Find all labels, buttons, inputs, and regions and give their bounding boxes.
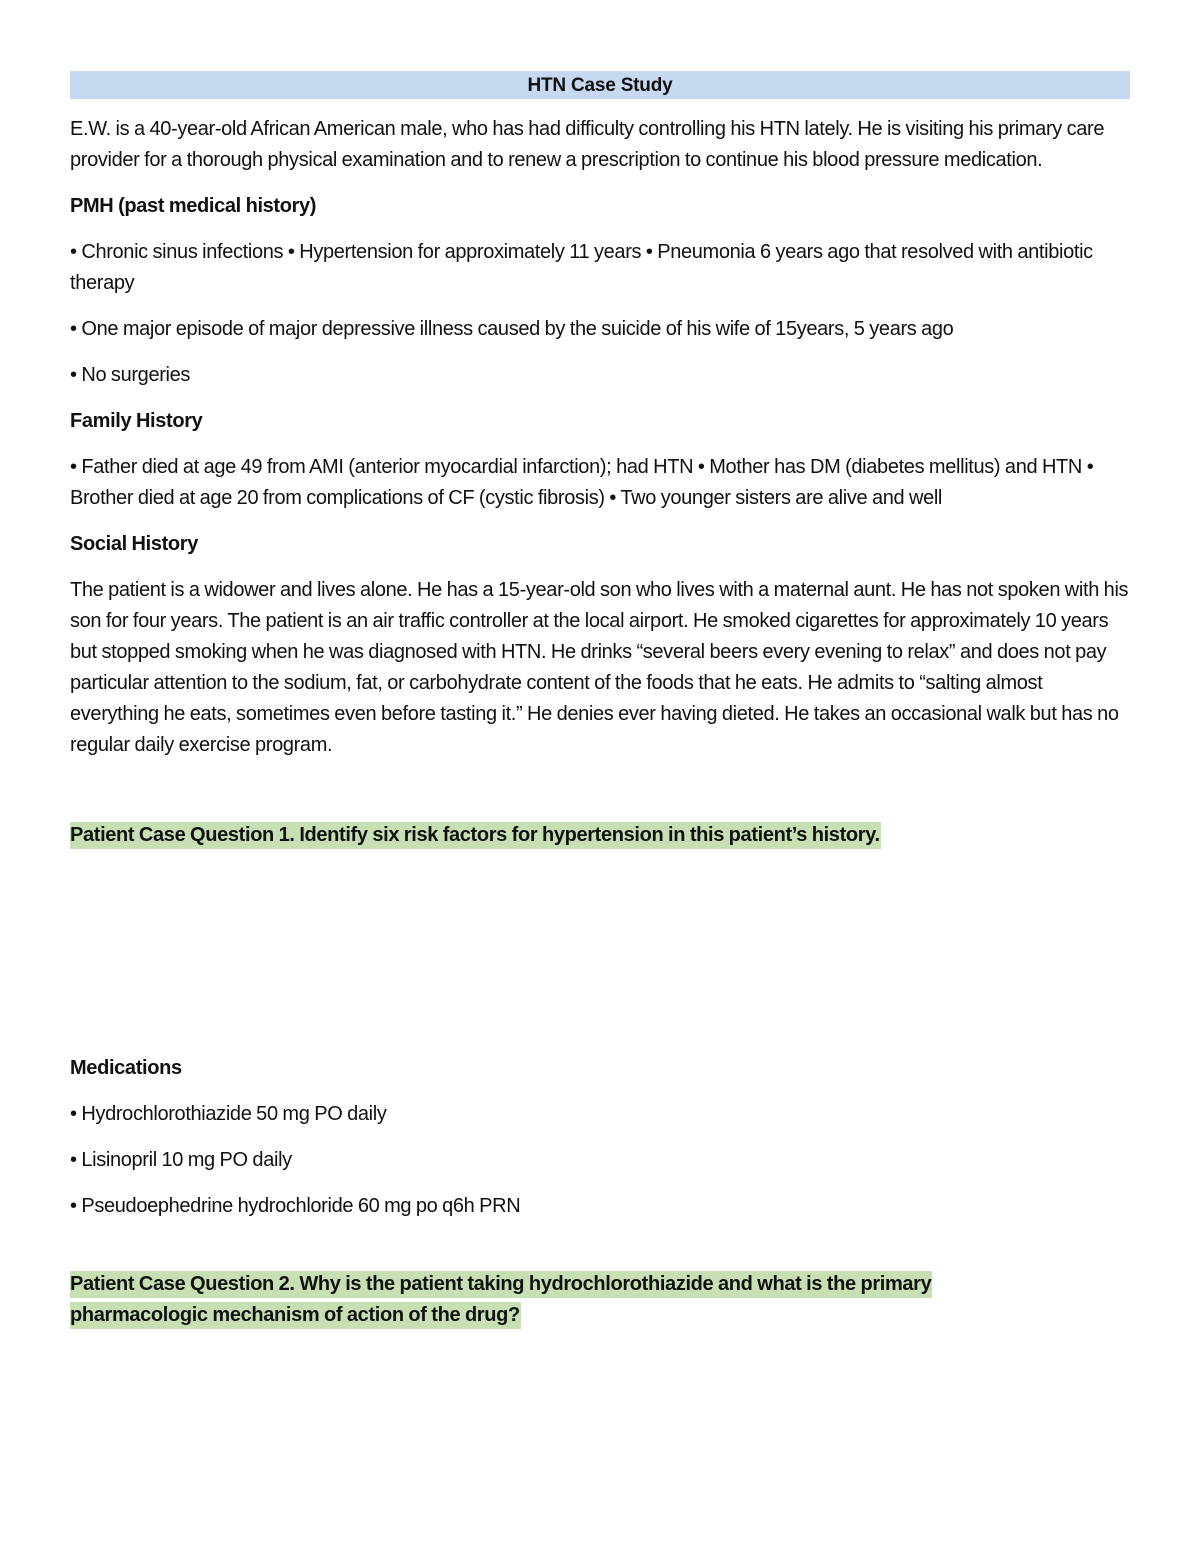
medication-item: • Hydrochlorothiazide 50 mg PO daily (70, 1103, 387, 1125)
question-1 (70, 820, 1130, 851)
family-history-text: • Father died at age 49 from AMI (anterior myocardial infarction); had HTN • Mother has DM (diabetes mellitus) and HTN • Brother died at age 20 from complications of CF (cystic fibrosis) • Two younger sisters are alive and well (70, 456, 1094, 509)
document-title: HTN Case Study (70, 71, 1130, 99)
pmh-item: • One major episode of major depressive illness caused by the suicide of his wife of 15years, 5 years ago (70, 318, 954, 340)
question-2-text: Patient Case Question 2. Why is the patient taking hydrochlorothiazide and what is the primary pharmacologic mechanism of action of the drug? (70, 1271, 932, 1329)
question-1-text: Patient Case Question 1. Identify six risk factors for hypertension in this patient’s history. (70, 822, 881, 849)
question-2 (70, 1269, 1010, 1331)
medications-heading: Medications (70, 1057, 182, 1079)
pmh-item: • No surgeries (70, 364, 191, 386)
medication-item: • Pseudoephedrine hydrochloride 60 mg po q6h PRN (70, 1195, 521, 1217)
document-page (70, 71, 1130, 1331)
medication-item: • Lisinopril 10 mg PO daily (70, 1149, 292, 1171)
social-history-heading: Social History (70, 533, 198, 555)
pmh-item: • Chronic sinus infections • Hypertension for approximately 11 years • Pneumonia 6 years ago that resolved with antibiotic therapy (70, 241, 1093, 294)
pmh-heading: PMH (past medical history) (70, 195, 317, 217)
family-history-heading: Family History (70, 410, 203, 432)
social-history-text: The patient is a widower and lives alone. He has a 15-year-old son who lives with a maternal aunt. He has not spoken with his son for four years. The patient is an air traffic controller at the local airport. He smoked cigarettes for approximately 10 years but stopped smoking when he was diagnosed with HTN. He drinks “several beers every evening to relax” and does not pay particular attention to the sodium, fat, or carbohydrate content of the foods that he eats. He admits to “salting almost everything he eats, sometimes even before tasting it.” He denies ever having dieted. He takes an occasional walk but has no regular daily exercise program. (70, 579, 1129, 756)
intro-paragraph: E.W. is a 40-year-old African American male, who has had difficulty controlling his HTN lately. He is visiting his primary care provider for a thorough physical examination and to renew a prescription to continue his blood pressure medication. (70, 118, 1105, 171)
